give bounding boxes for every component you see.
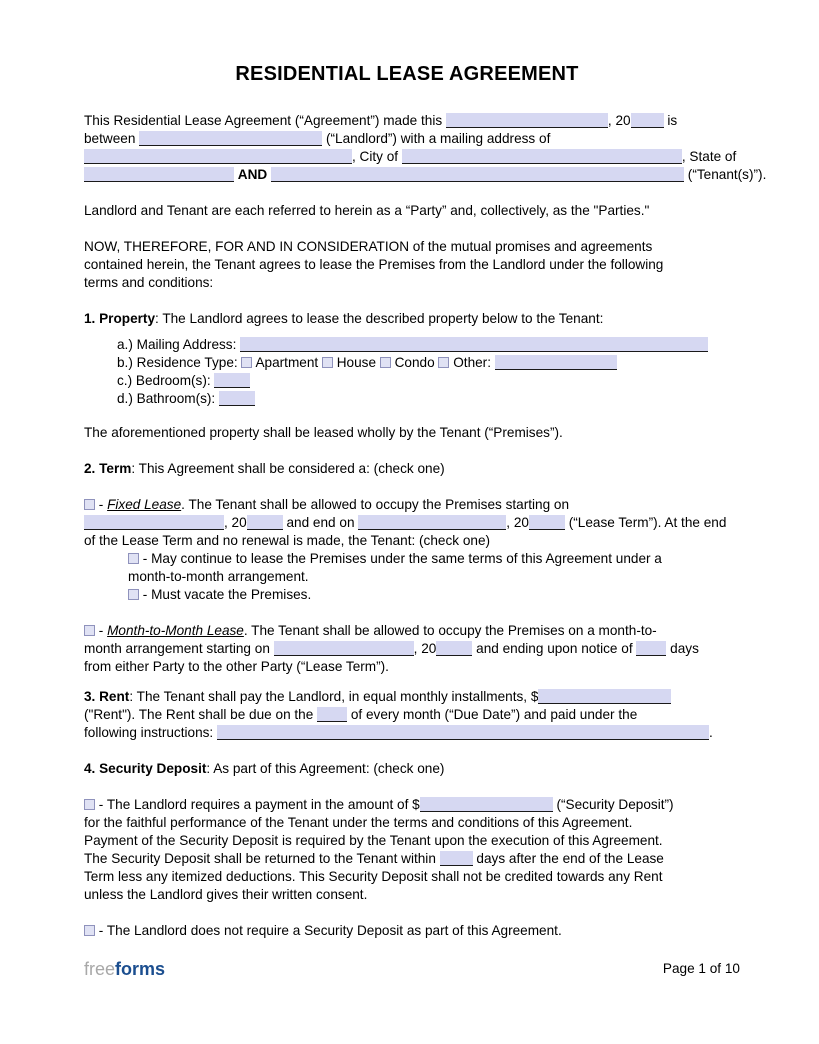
blank-field[interactable] — [402, 149, 682, 164]
text-line — [84, 922, 730, 940]
text: , 20 — [224, 515, 247, 530]
text-line — [84, 274, 730, 292]
text: : As part of this Agreement: (check one) — [206, 761, 445, 776]
text: . The Tenant shall be allowed to occupy the Premises starting on — [181, 497, 570, 512]
blank-field[interactable] — [219, 391, 255, 406]
section-4-security-deposit-heading — [84, 760, 730, 778]
text: The aforementioned property shall be leased wholly by the Tenant (“Premises”). — [84, 425, 563, 440]
blank-field[interactable] — [217, 725, 709, 740]
text-line — [117, 390, 730, 408]
text: , 20 — [506, 515, 529, 530]
blank-field[interactable] — [274, 641, 414, 656]
text: month arrangement starting on — [84, 641, 274, 656]
emphasized-term: Fixed Lease — [107, 497, 182, 512]
text: - Must vacate the Premises. — [139, 587, 312, 602]
text: , State of — [681, 149, 737, 164]
blank-field[interactable] — [358, 515, 506, 530]
text: and ending upon notice of — [472, 641, 637, 656]
text: from either Party to the other Party (“Lease Term”). — [84, 659, 389, 674]
text: between — [84, 131, 140, 146]
text-line — [84, 886, 730, 904]
property-detail-list — [117, 336, 730, 408]
text: : This Agreement shall be considered a: (check one) — [131, 461, 445, 476]
text: (“Security Deposit”) — [552, 797, 674, 812]
text-line — [117, 336, 730, 354]
page-footer — [84, 958, 740, 980]
text: , 20 — [607, 113, 631, 128]
blank-field[interactable] — [240, 337, 708, 352]
blank-field[interactable] — [495, 355, 617, 370]
blank-field[interactable] — [317, 707, 347, 722]
blank-field[interactable] — [446, 113, 608, 128]
blank-field[interactable] — [214, 373, 250, 388]
security-deposit-required-clause — [84, 796, 730, 904]
premises-paragraph — [84, 424, 730, 442]
checkbox[interactable] — [380, 357, 391, 368]
text-line — [84, 460, 730, 478]
blank-field[interactable] — [84, 167, 234, 182]
checkbox[interactable] — [241, 357, 252, 368]
consideration-paragraph — [84, 238, 730, 292]
text-line — [84, 658, 730, 676]
blank-field[interactable] — [636, 641, 666, 656]
text-line — [84, 814, 730, 832]
fixed-lease-clause — [84, 496, 730, 550]
text: . The Tenant shall be allowed to occupy the Premises on a month-to- — [243, 623, 657, 638]
checkbox[interactable] — [438, 357, 449, 368]
text: c.) Bedroom(s): — [117, 373, 215, 388]
text: b.) Residence Type: — [117, 355, 242, 370]
text: Term less any itemized deductions. This Security Deposit shall not be credited towards any Rent — [84, 869, 663, 884]
text-line — [84, 112, 730, 130]
text-line — [84, 310, 730, 328]
blank-field[interactable] — [631, 113, 664, 128]
checkbox[interactable] — [84, 499, 95, 510]
text: This Residential Lease Agreement (“Agreement”) made this — [84, 113, 446, 128]
bold-text: 2. Term — [84, 461, 132, 476]
blank-field[interactable] — [436, 641, 472, 656]
text: Condo — [390, 355, 439, 370]
text-line — [84, 688, 730, 706]
text: is — [663, 113, 678, 128]
text-line — [128, 586, 730, 604]
text: and end on — [282, 515, 359, 530]
text-line — [84, 496, 730, 514]
document-content — [84, 62, 767, 940]
text-line — [84, 760, 730, 778]
text-line — [117, 354, 730, 372]
text: Landlord and Tenant are each referred to herein as a “Party” and, collectively, as the "Parties." — [84, 203, 650, 218]
month-to-month-clause — [84, 622, 730, 676]
text: of every month (“Due Date”) and paid under the — [347, 707, 638, 722]
checkbox[interactable] — [84, 799, 95, 810]
text: , City of — [352, 149, 402, 164]
text: for the faithful performance of the Tenant under the terms and conditions of this Agreement. — [84, 815, 633, 830]
fixed-lease-option-vacate — [128, 586, 730, 604]
freeforms-logo — [84, 958, 165, 980]
text: The Security Deposit shall be returned to the Tenant within — [84, 851, 440, 866]
text-line — [84, 130, 730, 148]
checkbox[interactable] — [128, 553, 139, 564]
text: a.) Mailing Address: — [117, 337, 241, 352]
blank-field[interactable] — [271, 167, 684, 182]
text-line — [84, 532, 730, 550]
blank-field[interactable] — [84, 515, 224, 530]
text: - — [95, 623, 108, 638]
emphasized-term: Month-to-Month Lease — [107, 623, 244, 638]
checkbox[interactable] — [322, 357, 333, 368]
blank-field[interactable] — [440, 851, 473, 866]
text-line — [84, 148, 737, 166]
text: - The Landlord requires a payment in the amount of $ — [95, 797, 420, 812]
checkbox[interactable] — [128, 589, 139, 600]
text: month-to-month arrangement. — [128, 569, 309, 584]
text-line — [128, 550, 730, 568]
section-1-property-heading — [84, 310, 730, 328]
text: - May continue to lease the Premises under the same terms of this Agreement under a — [139, 551, 662, 566]
logo-text-free: free — [84, 959, 116, 979]
text: d.) Bathroom(s): — [117, 391, 219, 406]
text: , 20 — [413, 641, 437, 656]
text-line — [84, 724, 730, 742]
logo-text-forms: forms — [115, 959, 166, 979]
text-line — [84, 832, 730, 850]
text-line — [84, 514, 730, 532]
section-3-rent-clause — [84, 688, 730, 742]
parties-paragraph — [84, 202, 730, 220]
text: : The Tenant shall pay the Landlord, in equal monthly installments, $ — [129, 689, 539, 704]
bold-text: AND — [237, 167, 268, 182]
text-line — [84, 706, 730, 724]
section-2-term-heading — [84, 460, 730, 478]
checkbox[interactable] — [84, 625, 95, 636]
blank-field[interactable] — [247, 515, 283, 530]
text-line — [128, 568, 730, 586]
text: contained herein, the Tenant agrees to lease the Premises from the Landlord under the following — [84, 257, 664, 272]
text-line — [84, 166, 767, 184]
bold-text: 4. Security Deposit — [84, 761, 207, 776]
text: following instructions: — [84, 725, 217, 740]
text: terms and conditions: — [84, 275, 214, 290]
text: days — [666, 641, 699, 656]
text: - — [95, 497, 108, 512]
text: Payment of the Security Deposit is required by the Tenant upon the execution of this Agreement. — [84, 833, 663, 848]
text-line — [84, 640, 730, 658]
text-line — [84, 424, 730, 442]
blank-field[interactable] — [529, 515, 565, 530]
text: Other: — [449, 355, 495, 370]
text-line — [84, 238, 730, 256]
text-line — [117, 372, 730, 390]
blank-field[interactable] — [139, 131, 322, 146]
blank-field[interactable] — [84, 149, 352, 164]
text-line — [84, 868, 730, 886]
fixed-lease-option-continue — [128, 550, 730, 586]
text: (“Landlord”) with a mailing address of — [322, 131, 551, 146]
no-security-deposit-clause — [84, 922, 730, 940]
text: - The Landlord does not require a Security Deposit as part of this Agreement. — [95, 923, 562, 938]
text: of the Lease Term and no renewal is made, the Tenant: (check one) — [84, 533, 491, 548]
document-title: RESIDENTIAL LEASE AGREEMENT — [235, 63, 579, 85]
bold-text: 3. Rent — [84, 689, 130, 704]
text: . — [708, 725, 713, 740]
text-line — [84, 202, 730, 220]
text-line — [84, 796, 730, 814]
text-line — [84, 850, 730, 868]
document-body — [84, 112, 767, 940]
text: Apartment — [252, 355, 322, 370]
text-line — [84, 622, 730, 640]
text: House — [332, 355, 380, 370]
blank-field[interactable] — [420, 797, 553, 812]
text: days after the end of the Lease — [472, 851, 664, 866]
text: : The Landlord agrees to lease the described property below to the Tenant: — [155, 311, 604, 326]
blank-field[interactable] — [538, 689, 671, 704]
intro-paragraph — [84, 112, 767, 184]
checkbox[interactable] — [84, 925, 95, 936]
text: (“Lease Term”). At the end — [564, 515, 727, 530]
page-number: Page 1 of 10 — [662, 961, 740, 976]
text: (“Tenant(s)”). — [684, 167, 767, 182]
text: unless the Landlord gives their written consent. — [84, 887, 368, 902]
bold-text: 1. Property — [84, 311, 156, 326]
text: NOW, THEREFORE, FOR AND IN CONSIDERATION of the mutual promises and agreements — [84, 239, 653, 254]
text-line — [84, 256, 730, 274]
text: ("Rent"). The Rent shall be due on the — [84, 707, 318, 722]
